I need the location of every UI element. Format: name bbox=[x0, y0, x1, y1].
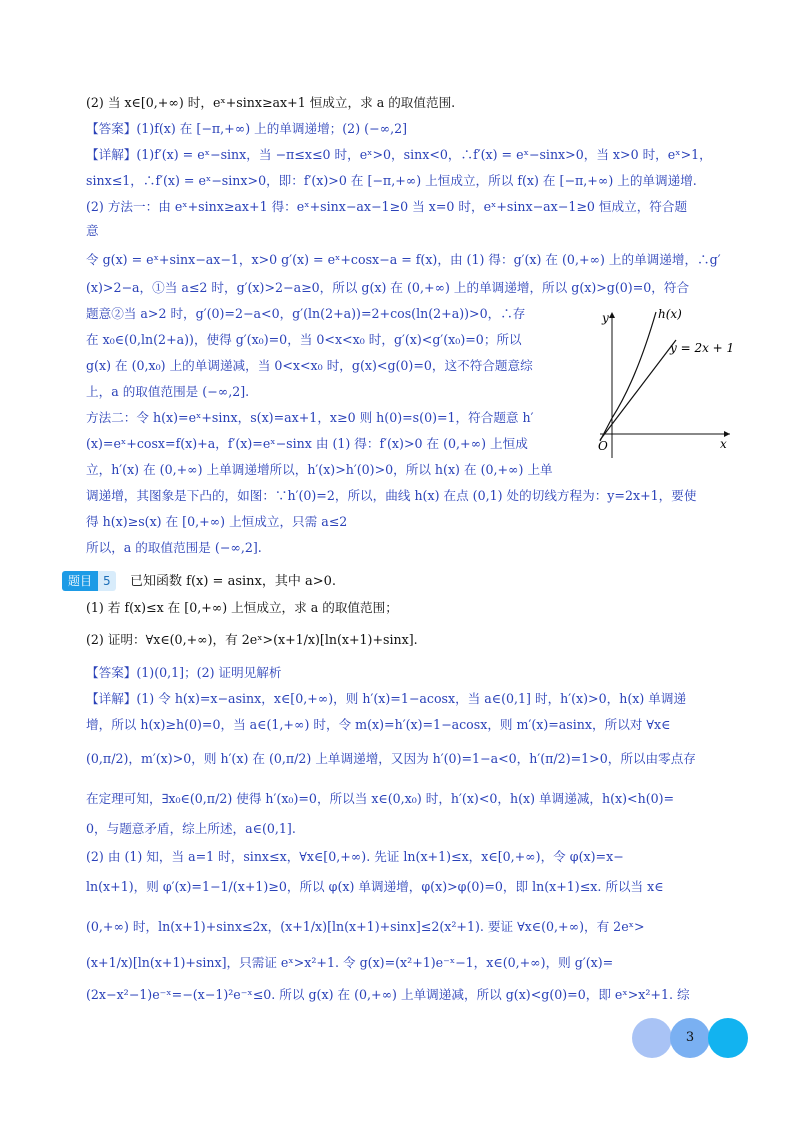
q4-detail-line: g(x) 在 (0,x₀) 上的单调递减，当 0<x<x₀ 时，g(x)<g(0)=0，这不符合题意综 bbox=[86, 358, 533, 373]
page-number-badge bbox=[632, 1018, 748, 1060]
q5-detail-line: (2) 由 (1) 知，当 a=1 时，sinx≤x，∀x∈[0,+∞). 先证 ln(x+1)≤x，x∈[0,+∞)，令 φ(x)=x− bbox=[86, 849, 624, 864]
q5-stem: 已知函数 f(x) = asinx，其中 a>0. bbox=[130, 574, 337, 589]
badge-number: 5 bbox=[98, 571, 116, 591]
q5-detail-line: (0,+∞) 时，ln(x+1)+sinx≤2x，(x+1/x)[ln(x+1)+sinx]≤2(x²+1). 要证 ∀x∈(0,+∞)，有 2eˣ> bbox=[86, 919, 645, 934]
y-axis-arrow bbox=[609, 312, 615, 318]
x-axis-label: x bbox=[720, 437, 727, 451]
q5-part1: (1) 若 f(x)≤x 在 [0,+∞) 上恒成立，求 a 的取值范围； bbox=[86, 600, 398, 615]
question-badge bbox=[62, 571, 116, 591]
q4-detail-line: sinx≤1，∴f′(x) = eˣ−sinx>0，即：f′(x)>0 在 [−π,+∞) 上恒成立，所以 f(x) 在 [−π,+∞) 上的单调递增. bbox=[86, 173, 697, 188]
curve-label: h(x) bbox=[658, 307, 682, 321]
q4-detail-line: (x)=eˣ+cosx=f(x)+a，f′(x)=eˣ−sinx 由 (1) 得：f′(x)>0 在 (0,+∞) 上恒成 bbox=[86, 436, 528, 451]
decor-circle bbox=[632, 1018, 672, 1058]
q5-detail-line: (2x−x²−1)e⁻ˣ=−(x−1)²e⁻ˣ≤0. 所以 g(x) 在 (0,+∞) 上单调递减，所以 g(x)<g(0)=0，即 eˣ>x²+1. 综 bbox=[86, 987, 690, 1002]
q5-detail-line: (0,π/2)，m′(x)>0，则 h′(x) 在 (0,π/2) 上单调递增，又因为 h′(0)=1−a<0，h′(π/2)=1>0，所以由零点存 bbox=[86, 751, 696, 766]
q4-detail-line: 立，h′(x) 在 (0,+∞) 上单调递增所以，h′(x)>h′(0)>0，所以 h(x) 在 (0,+∞) 上单 bbox=[86, 462, 553, 477]
q5-detail-line: (x+1/x)[ln(x+1)+sinx]，只需证 eˣ>x²+1. 令 g(x)=(x²+1)e⁻ˣ−1，x∈(0,+∞)，则 g′(x)= bbox=[86, 955, 614, 970]
line-label: y = 2x + 1 bbox=[670, 341, 735, 355]
q4-detail-line: 令 g(x) = eˣ+sinx−ax−1，x>0 g′(x) = eˣ+cosx−a = f(x)，由 (1) 得：g′(x) 在 (0,+∞) 上的单调递增，∴g′ bbox=[86, 252, 721, 267]
q4-detail-line: 题意②当 a>2 时，g′(0)=2−a<0，g′(ln(2+a))=2+cos(ln(2+a))>0，∴存 bbox=[86, 306, 526, 321]
q5-detail-line: 增，所以 h(x)≥h(0)=0，当 a∈(1,+∞) 时，令 m(x)=h′(x)=1−acosx，则 m′(x)=asinx，所以对 ∀x∈ bbox=[86, 717, 671, 732]
y-axis-label: y bbox=[602, 311, 609, 325]
q4-detail-line: 在 x₀∈(0,ln(2+a))，使得 g′(x₀)=0，当 0<x<x₀ 时，g′(x)<g′(x₀)=0；所以 bbox=[86, 332, 522, 347]
badge-word: 题目 bbox=[62, 571, 98, 591]
q4-detail-line: 所以，a 的取值范围是 (−∞,2]. bbox=[86, 540, 262, 555]
decor-circle bbox=[708, 1018, 748, 1058]
tangent-figure bbox=[590, 300, 740, 460]
origin-label: O bbox=[598, 439, 608, 453]
q4-detail-line: (x)>2−a，①当 a≤2 时，g′(x)>2−a≥0，所以 g(x) 在 (0,+∞) 上的单调递增，所以 g(x)>g(0)=0，符合 bbox=[86, 280, 690, 295]
tangent-line bbox=[600, 340, 676, 440]
q4-detail-line: 【详解】(1)f′(x) = eˣ−sinx，当 −π≤x≤0 时，eˣ>0，sinx<0，∴f′(x) = eˣ−sinx>0，当 x>0 时，eˣ>1， bbox=[86, 147, 712, 162]
q5-detail-line: ln(x+1)，则 φ′(x)=1−1/(x+1)≥0，所以 φ(x) 单调递增，φ(x)>φ(0)=0，即 ln(x+1)≤x. 所以当 x∈ bbox=[86, 879, 664, 894]
q5-part2: (2) 证明：∀x∈(0,+∞)，有 2eˣ>(x+1/x)[ln(x+1)+sinx]. bbox=[86, 632, 418, 647]
q5-detail-line: 在定理可知，∃x₀∈(0,π/2) 使得 h′(x₀)=0，所以当 x∈(0,x₀) 时，h′(x)<0，h(x) 单调递减，h(x)<h(0)= bbox=[86, 791, 675, 806]
q5-detail-line: 0，与题意矛盾，综上所述，a∈(0,1]. bbox=[86, 821, 296, 836]
q5-detail-line: 【详解】(1) 令 h(x)=x−asinx，x∈[0,+∞)，则 h′(x)=1−acosx，当 a∈(0,1] 时，h′(x)>0，h(x) 单调递 bbox=[86, 691, 687, 706]
q4-detail-line: 调递增，其图象是下凸的，如图：∵h′(0)=2，所以，曲线 h(x) 在点 (0,1) 处的切线方程为：y=2x+1，要使 bbox=[86, 488, 697, 503]
q4-detail-line: 意 bbox=[86, 223, 99, 238]
q4-detail-line: 得 h(x)≥s(x) 在 [0,+∞) 上恒成立，只需 a≤2 bbox=[86, 514, 348, 529]
q4-detail-line: 上，a 的取值范围是 (−∞,2]. bbox=[86, 384, 250, 399]
q4-detail-line: 方法二：令 h(x)=eˣ+sinx，s(x)=ax+1，x≥0 则 h(0)=s(0)=1，符合题意 h′ bbox=[86, 410, 534, 425]
q4-part2: (2) 当 x∈[0,+∞) 时，eˣ+sinx≥ax+1 恒成立，求 a 的取值范围. bbox=[86, 95, 456, 110]
q4-answer: 【答案】(1)f(x) 在 [−π,+∞) 上的单调递增；(2) (−∞,2] bbox=[86, 121, 407, 136]
q5-answer: 【答案】(1)(0,1]；(2) 证明见解析 bbox=[86, 665, 282, 680]
q4-detail-line: (2) 方法一：由 eˣ+sinx≥ax+1 得：eˣ+sinx−ax−1≥0 当 x=0 时，eˣ+sinx−ax−1≥0 恒成立，符合题 bbox=[86, 199, 688, 214]
page-number: 3 bbox=[685, 1030, 695, 1045]
